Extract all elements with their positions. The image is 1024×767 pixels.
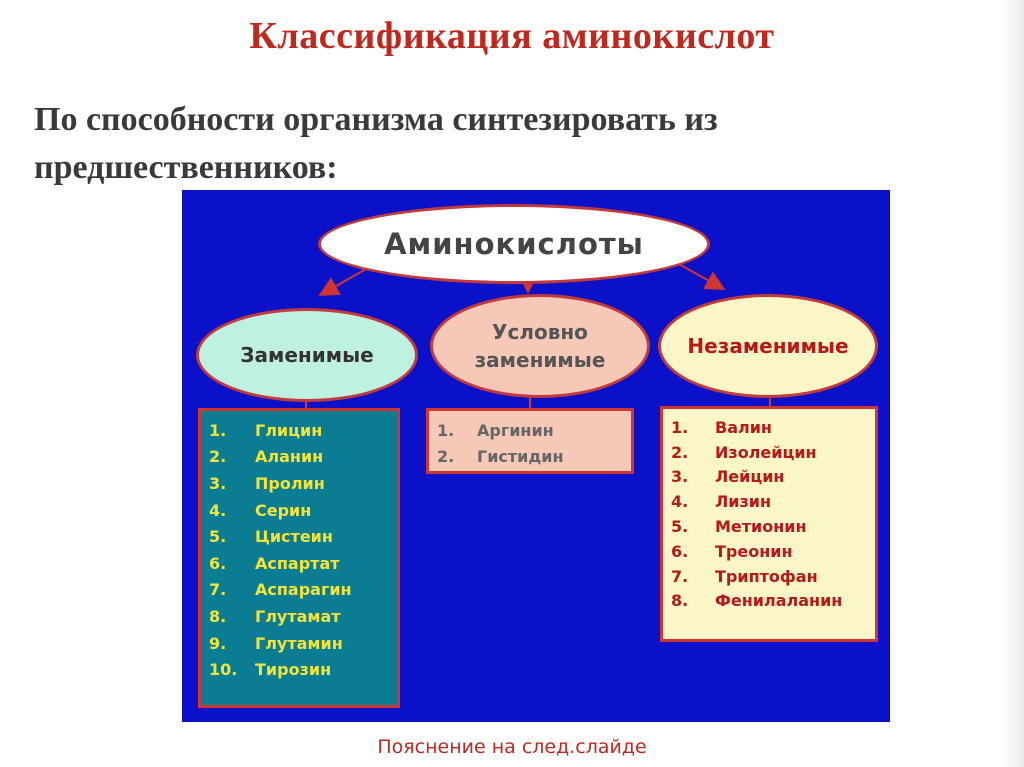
list-item-label: Аспартат <box>255 553 340 573</box>
list-item-number: 5. <box>671 517 689 537</box>
list-item-label: Аргинин <box>477 420 554 440</box>
list-item-number: 2. <box>437 446 455 466</box>
slide-edge-shadow <box>1000 0 1024 767</box>
list-item-label: Глицин <box>255 420 323 440</box>
list-item-label: Изолейцин <box>715 442 817 462</box>
list-item <box>663 564 875 589</box>
list-item-number: 4. <box>671 492 689 512</box>
list-item <box>201 417 397 444</box>
list-item-label: Триптофан <box>715 566 818 586</box>
list-item-number: 7. <box>209 580 227 600</box>
list-zamenimye <box>198 408 400 708</box>
list-item <box>201 603 397 630</box>
list-item <box>663 589 875 614</box>
list-item-label: Серин <box>255 500 312 520</box>
list-item <box>429 417 631 443</box>
list-item <box>663 514 875 539</box>
list-item-label: Аспарагин <box>255 580 352 600</box>
list-item <box>663 539 875 564</box>
list-item <box>201 656 397 683</box>
category-node-uslovno-zamenimye <box>430 294 650 398</box>
list-item-number: 2. <box>671 442 689 462</box>
list-item <box>663 489 875 514</box>
list-item-label: Глутамат <box>255 606 341 626</box>
list-item-label: Тирозин <box>255 660 332 680</box>
footer-caption: Пояснение на след.слайде <box>377 736 647 758</box>
list-item-number: 1. <box>437 420 455 440</box>
list-item-number: 10. <box>209 660 238 680</box>
category-node-nezamenimye: Незаменимые <box>658 294 878 398</box>
category-label-line1: Условно <box>492 320 588 344</box>
list-item <box>429 443 631 469</box>
list-item-number: 8. <box>209 606 227 626</box>
list-item-label: Пролин <box>255 473 325 493</box>
list-item <box>201 577 397 604</box>
list-item <box>201 630 397 657</box>
list-item-number: 4. <box>209 500 227 520</box>
root-node-aminokisloty: Аминокислоты <box>318 204 710 284</box>
list-item-label: Лейцин <box>715 467 785 487</box>
list-item-number: 6. <box>209 553 227 573</box>
list-item-label: Треонин <box>715 541 793 561</box>
list-item-label: Метионин <box>715 517 807 537</box>
list-item <box>663 440 875 465</box>
list-item-label: Аланин <box>255 447 324 467</box>
list-item-number: 7. <box>671 566 689 586</box>
list-item-number: 1. <box>209 420 227 440</box>
list-item-number: 6. <box>671 541 689 561</box>
category-label-line2: заменимые <box>474 348 606 372</box>
list-item <box>201 470 397 497</box>
list-item <box>663 415 875 440</box>
list-item-number: 9. <box>209 633 227 653</box>
list-item-number: 2. <box>209 447 227 467</box>
list-item-label: Гистидин <box>477 446 564 466</box>
list-item-label: Фенилаланин <box>715 591 843 611</box>
list-item <box>201 497 397 524</box>
list-item-number: 3. <box>209 473 227 493</box>
list-uslovno-zamenimye <box>426 408 634 474</box>
list-item-label: Валин <box>715 417 772 437</box>
list-item-label: Глутамин <box>255 633 343 653</box>
list-nezamenimye <box>660 406 878 642</box>
list-item-label: Цистеин <box>255 527 333 547</box>
list-item <box>201 523 397 550</box>
list-item-label: Лизин <box>715 492 772 512</box>
list-item <box>201 444 397 471</box>
slide-title: Классификация аминокислот <box>249 15 775 57</box>
list-item-number: 1. <box>671 417 689 437</box>
list-item-number: 3. <box>671 467 689 487</box>
list-item-number: 5. <box>209 527 227 547</box>
classification-diagram <box>182 190 890 722</box>
slide-subtitle: По способности организма синтезировать из предшественников: <box>34 101 718 186</box>
category-node-zamenimye: Заменимые <box>196 308 418 402</box>
list-item <box>663 465 875 490</box>
list-item <box>201 550 397 577</box>
list-item-number: 8. <box>671 591 689 611</box>
